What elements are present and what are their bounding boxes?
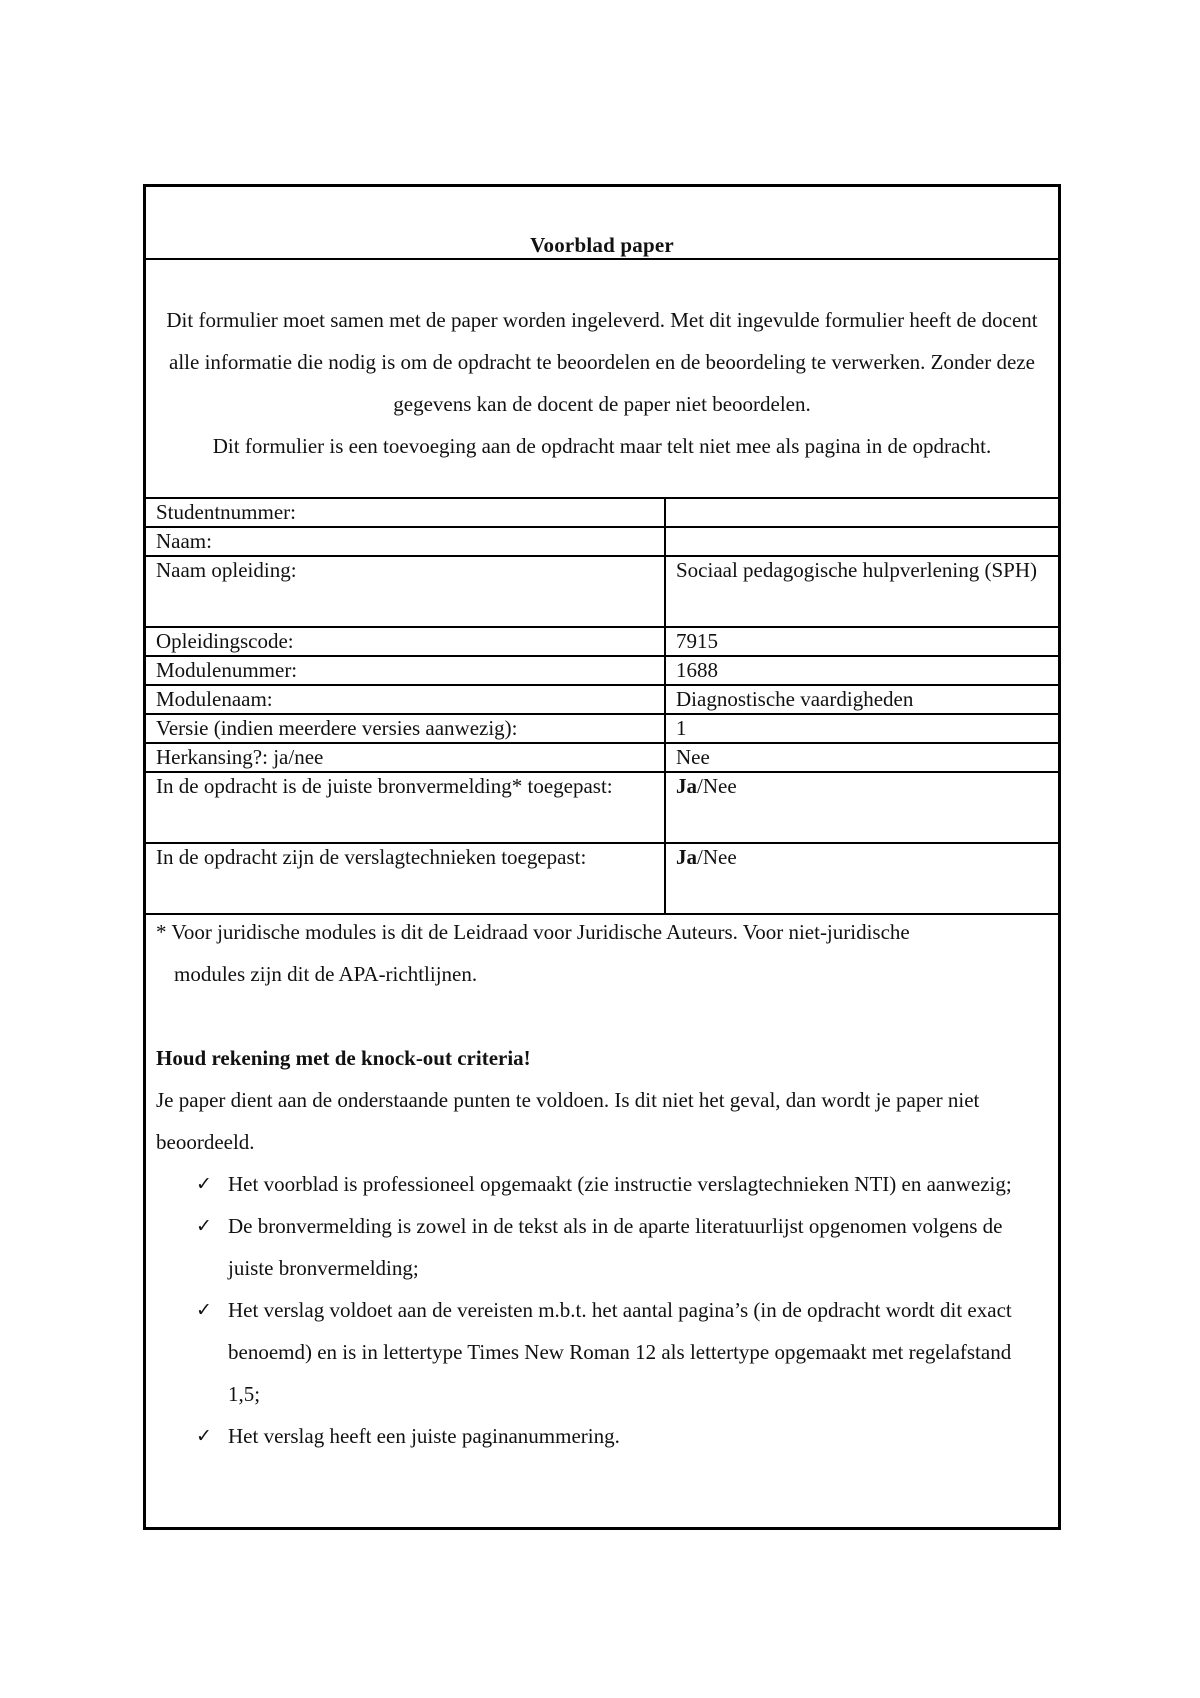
resit-value: Nee [676, 745, 710, 769]
source-citation-value [676, 772, 1051, 800]
intro-paragraph-1: Dit formulier moet samen met de paper worden ingeleverd. Met dit ingevulde formulier heeft de docent alle informatie die nodig is om de opdracht te beoordelen en de beoordeling te verwerken. Zonder deze gegevens kan de docent de paper niet beoordelen. [166, 308, 1038, 416]
field-label: Naam: [156, 529, 212, 553]
divider [146, 258, 1058, 260]
intro-text [154, 299, 1050, 467]
field-label: In de opdracht zijn de verslagtechnieken toegepast: [156, 845, 587, 869]
no-option: /Nee [697, 845, 737, 869]
check-icon: ✓ [196, 1299, 212, 1321]
field-label: In de opdracht is de juiste bronvermelding* toegepast: [156, 774, 613, 798]
yes-option: Ja [676, 774, 697, 798]
criterion-text: Het voorblad is professioneel opgemaakt (zie instructie verslagtechnieken NTI) en aanwezig; [228, 1172, 1012, 1196]
knockout-heading: Houd rekening met de knock-out criteria! [156, 1046, 531, 1070]
list-item [156, 1163, 1048, 1205]
knockout-intro: Je paper dient aan de onderstaande punten te voldoen. Is dit niet het geval, dan wordt je paper niet beoordeeld. [156, 1088, 980, 1154]
field-label: Modulenaam: [156, 687, 273, 711]
field-label: Naam opleiding: [156, 558, 297, 582]
no-option: /Nee [697, 774, 737, 798]
footnote: * Voor juridische modules is dit de Leidraad voor Juridische Auteurs. Voor niet-juridische [156, 920, 910, 944]
form-title: Voorblad paper [530, 233, 674, 257]
check-icon: ✓ [196, 1215, 212, 1237]
footer-section [156, 911, 1048, 1457]
program-code-value: 7915 [676, 629, 718, 653]
field-label: Herkansing?: ja/nee [156, 745, 324, 769]
intro-paragraph-2: Dit formulier is een toevoeging aan de opdracht maar telt niet mee als pagina in de opdracht. [212, 434, 992, 458]
list-item [156, 1415, 1048, 1457]
field-label: Modulenummer: [156, 658, 298, 682]
criterion-text: Het verslag voldoet aan de vereisten m.b.t. het aantal pagina’s (in de opdracht wordt dit exact benoemd) en is in lettertype Times New Roman 12 als lettertype opgemaakt met regelafstand 1,5; [228, 1298, 1012, 1406]
list-item [156, 1205, 1048, 1289]
criteria-list [156, 1163, 1048, 1457]
list-item [156, 1289, 1048, 1415]
version-value: 1 [676, 716, 687, 740]
footnote-continuation: modules zijn dit de APA-richtlijnen. [174, 962, 478, 986]
field-label: Versie (indien meerdere versies aanwezig): [156, 716, 518, 740]
cover-form [143, 184, 1061, 1530]
report-techniques-value [676, 843, 1051, 871]
yes-option: Ja [676, 845, 697, 869]
program-name-value: Sociaal pedagogische hulpverlening (SPH) [676, 558, 1037, 582]
check-icon: ✓ [196, 1173, 212, 1195]
module-name-value: Diagnostische vaardigheden [676, 687, 914, 711]
column-divider [664, 497, 666, 913]
check-icon: ✓ [196, 1425, 212, 1447]
module-number-value: 1688 [676, 658, 718, 682]
criterion-text: De bronvermelding is zowel in de tekst als in de aparte literatuurlijst opgenomen volgens de juiste bronvermelding; [228, 1214, 1003, 1280]
field-label: Opleidingscode: [156, 629, 294, 653]
field-label: Studentnummer: [156, 500, 296, 524]
criterion-text: Het verslag heeft een juiste paginanummering. [228, 1424, 620, 1448]
